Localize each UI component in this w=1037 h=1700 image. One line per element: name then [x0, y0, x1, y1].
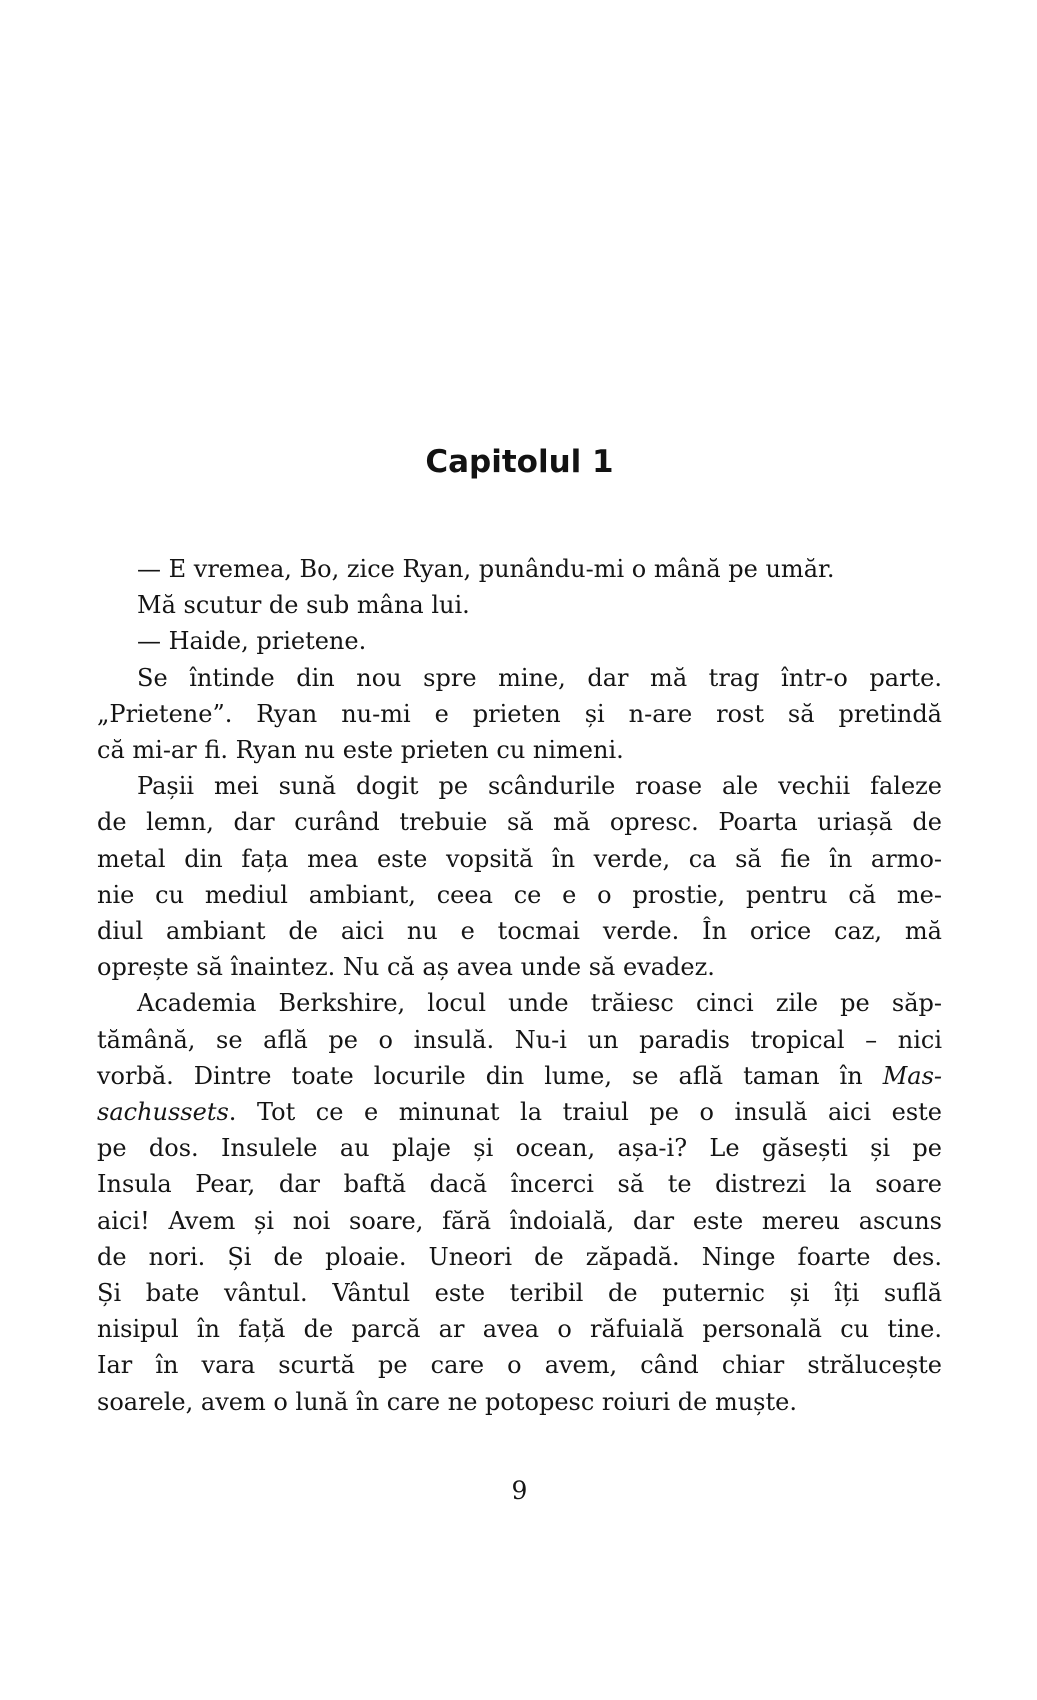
text-segment-italic: Mas- — [882, 1061, 942, 1090]
text-line: Insula Pear, dar baftă dacă încerci să te distrezi la soare — [97, 1170, 942, 1199]
paragraph — [97, 660, 942, 769]
text-line: Și bate vântul. Vântul este teribil de puternic și îți suflă — [97, 1279, 942, 1308]
text-line: aici! Avem și noi soare, fără îndoială, dar este mereu ascuns — [97, 1206, 942, 1235]
text-line: soarele, avem o lună în care ne potopesc roiuri de muște. — [97, 1387, 797, 1416]
text-line — [97, 1094, 942, 1130]
page-number: 9 — [511, 1476, 528, 1505]
text-line: diul ambiant de aici nu e tocmai verde. În orice caz, mă — [97, 917, 942, 946]
text-line: Iar în vara scurtă pe care o avem, când chiar strălucește — [97, 1351, 942, 1380]
text-line: de nori. Și de ploaie. Uneori de zăpadă. Ninge foarte des. — [97, 1242, 942, 1271]
text-segment: vorbă. Dintre toate locurile din lume, se află taman în — [97, 1061, 883, 1090]
paragraph — [97, 768, 942, 985]
body-text — [97, 551, 942, 1420]
text-line: nisipul în față de parcă ar avea o răfuială personală cu tine. — [97, 1315, 942, 1344]
text-line — [97, 1058, 942, 1094]
text-line: Pașii mei sună dogit pe scândurile roase ale vechii faleze — [137, 772, 942, 801]
text-line: tămână, se află pe o insulă. Nu-i un paradis tropical – nici — [97, 1025, 942, 1054]
text-line: — Haide, prietene. — [137, 627, 367, 656]
text-line: pe dos. Insulele au plaje și ocean, așa-i? Le găsești și pe — [97, 1134, 942, 1163]
paragraph — [97, 587, 942, 623]
text-segment: . Tot ce e minunat la traiul pe o insulă aici este — [228, 1098, 942, 1127]
text-segment-italic: sachussets — [97, 1098, 229, 1127]
text-line: Academia Berkshire, locul unde trăiesc cinci zile pe săp- — [137, 989, 942, 1018]
text-line: metal din fața mea este vopsită în verde, ca să fie în armo- — [97, 844, 942, 873]
chapter-title: Capitolul 1 — [425, 444, 614, 480]
text-line: oprește să înaintez. Nu că aș avea unde să evadez. — [97, 953, 715, 982]
paragraph — [97, 985, 942, 1419]
paragraph — [97, 551, 942, 587]
text-line: nie cu mediul ambiant, ceea ce e o prostie, pentru că me- — [97, 880, 942, 909]
text-line: — E vremea, Bo, zice Ryan, punându-mi o mână pe umăr. — [137, 555, 835, 583]
text-line: Mă scutur de sub mâna lui. — [137, 591, 470, 620]
text-line: de lemn, dar curând trebuie să mă opresc. Poarta uriașă de — [97, 808, 942, 837]
paragraph — [97, 623, 942, 659]
text-line: Se întinde din nou spre mine, dar mă trag într-o parte. — [137, 663, 942, 692]
text-line: că mi-ar fi. Ryan nu este prieten cu nimeni. — [97, 736, 624, 765]
text-line: „Prietene”. Ryan nu-mi e prieten și n-are rost să pretindă — [97, 699, 942, 728]
